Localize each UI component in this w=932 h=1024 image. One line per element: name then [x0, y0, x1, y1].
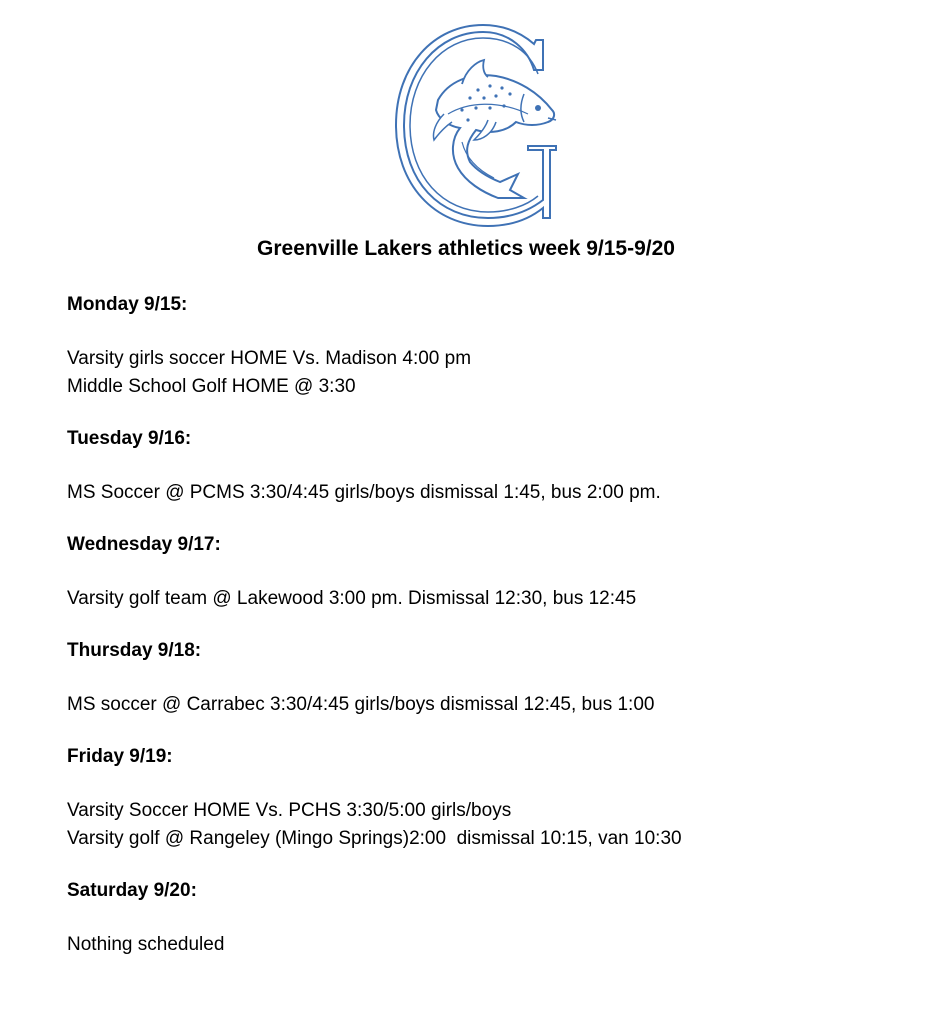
day-saturday — [67, 877, 907, 959]
day-heading: Saturday 9/20: — [67, 880, 197, 901]
day-heading: Tuesday 9/16: — [67, 428, 192, 449]
event-line: Nothing scheduled — [67, 934, 225, 955]
greenville-lakers-logo-icon — [378, 22, 568, 228]
day-tuesday — [67, 425, 907, 507]
event-line: MS soccer @ Carrabec 3:30/4:45 girls/boys dismissal 12:45, bus 1:00 — [67, 694, 655, 715]
event-line: Varsity golf team @ Lakewood 3:00 pm. Dismissal 12:30, bus 12:45 — [67, 588, 637, 609]
day-heading: Thursday 9/18: — [67, 640, 202, 661]
day-heading: Friday 9/19: — [67, 746, 173, 767]
page-title: Greenville Lakers athletics week 9/15-9/20 — [257, 237, 675, 260]
weekly-schedule — [67, 291, 907, 983]
day-friday — [67, 743, 907, 853]
event-line: MS Soccer @ PCMS 3:30/4:45 girls/boys dismissal 1:45, bus 2:00 pm. — [67, 482, 661, 503]
event-line: Varsity girls soccer HOME Vs. Madison 4:00 pm — [67, 348, 472, 369]
event-line: Varsity golf @ Rangeley (Mingo Springs)2:00 dismissal 10:15, van 10:30 — [67, 828, 682, 849]
day-heading: Wednesday 9/17: — [67, 534, 221, 555]
day-heading: Monday 9/15: — [67, 294, 188, 315]
event-line: Varsity Soccer HOME Vs. PCHS 3:30/5:00 girls/boys — [67, 800, 512, 821]
event-line: Middle School Golf HOME @ 3:30 — [67, 376, 356, 397]
day-monday — [67, 291, 907, 401]
day-thursday — [67, 637, 907, 719]
day-wednesday — [67, 531, 907, 613]
